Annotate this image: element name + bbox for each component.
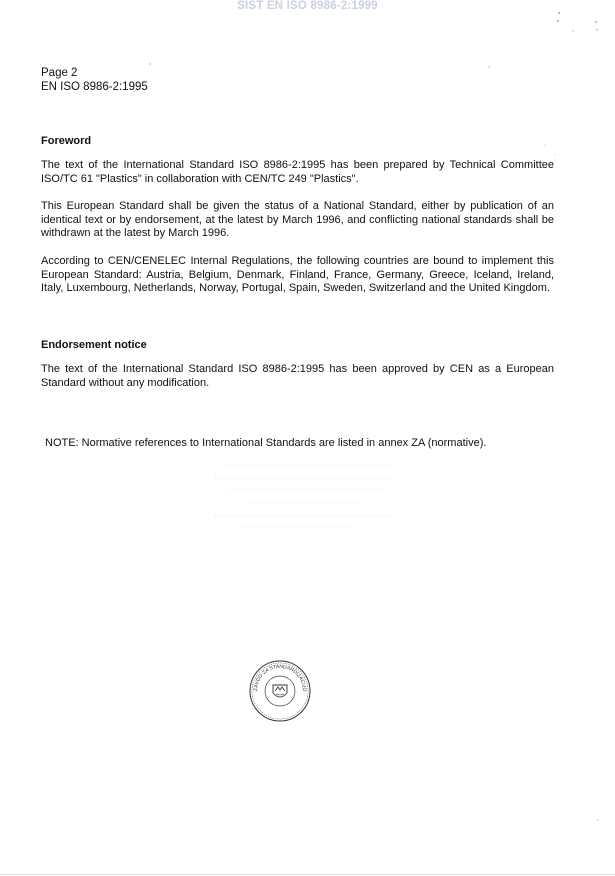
foreword-paragraph-1: The text of the International Standard ISO 8986-2:1995 has been prepared by Technical Committee ISO/TC 61 "Plastics" in collaboration with CEN/TC 249 "Plastics". [41, 159, 554, 185]
page-number: Page 2 [41, 67, 78, 79]
official-seal [249, 660, 311, 722]
watermark: SIST EN ISO 8986-2:1999 [237, 0, 378, 12]
document-header [41, 66, 148, 94]
normative-note: NOTE: Normative references to International Standards are listed in annex ZA (normative). [45, 437, 487, 449]
seal-text: ZAVOD ZA STANDARDIZACIJO [252, 663, 308, 692]
faint-stamp-impression [210, 460, 400, 532]
foreword-heading: Foreword [41, 135, 92, 147]
standard-id: EN ISO 8986-2:1995 [41, 81, 148, 93]
bottom-edge-line [0, 874, 615, 875]
endorsement-paragraph: The text of the International Standard ISO 8986-2:1995 has been approved by CEN as a European Standard without any modification. [41, 363, 554, 389]
foreword-paragraph-2: This European Standard shall be given the status of a National Standard, either by publication of an identical text or by endorsement, at the latest by March 1996, and conflicting national standards shall be withdrawn at the latest by March 1996. [41, 200, 554, 239]
endorsement-heading: Endorsement notice [41, 339, 147, 351]
foreword-paragraph-3: According to CEN/CENELEC Internal Regulations, the following countries are bound to implement this European Standard: Austria, Belgium, Denmark, Finland, France, Germany, Greece, Iceland, Ireland, Italy, Luxembourg, Netherlands, Norway, Portugal, Spain, Sweden, Switzerland and the United Kingdom. [41, 255, 554, 294]
